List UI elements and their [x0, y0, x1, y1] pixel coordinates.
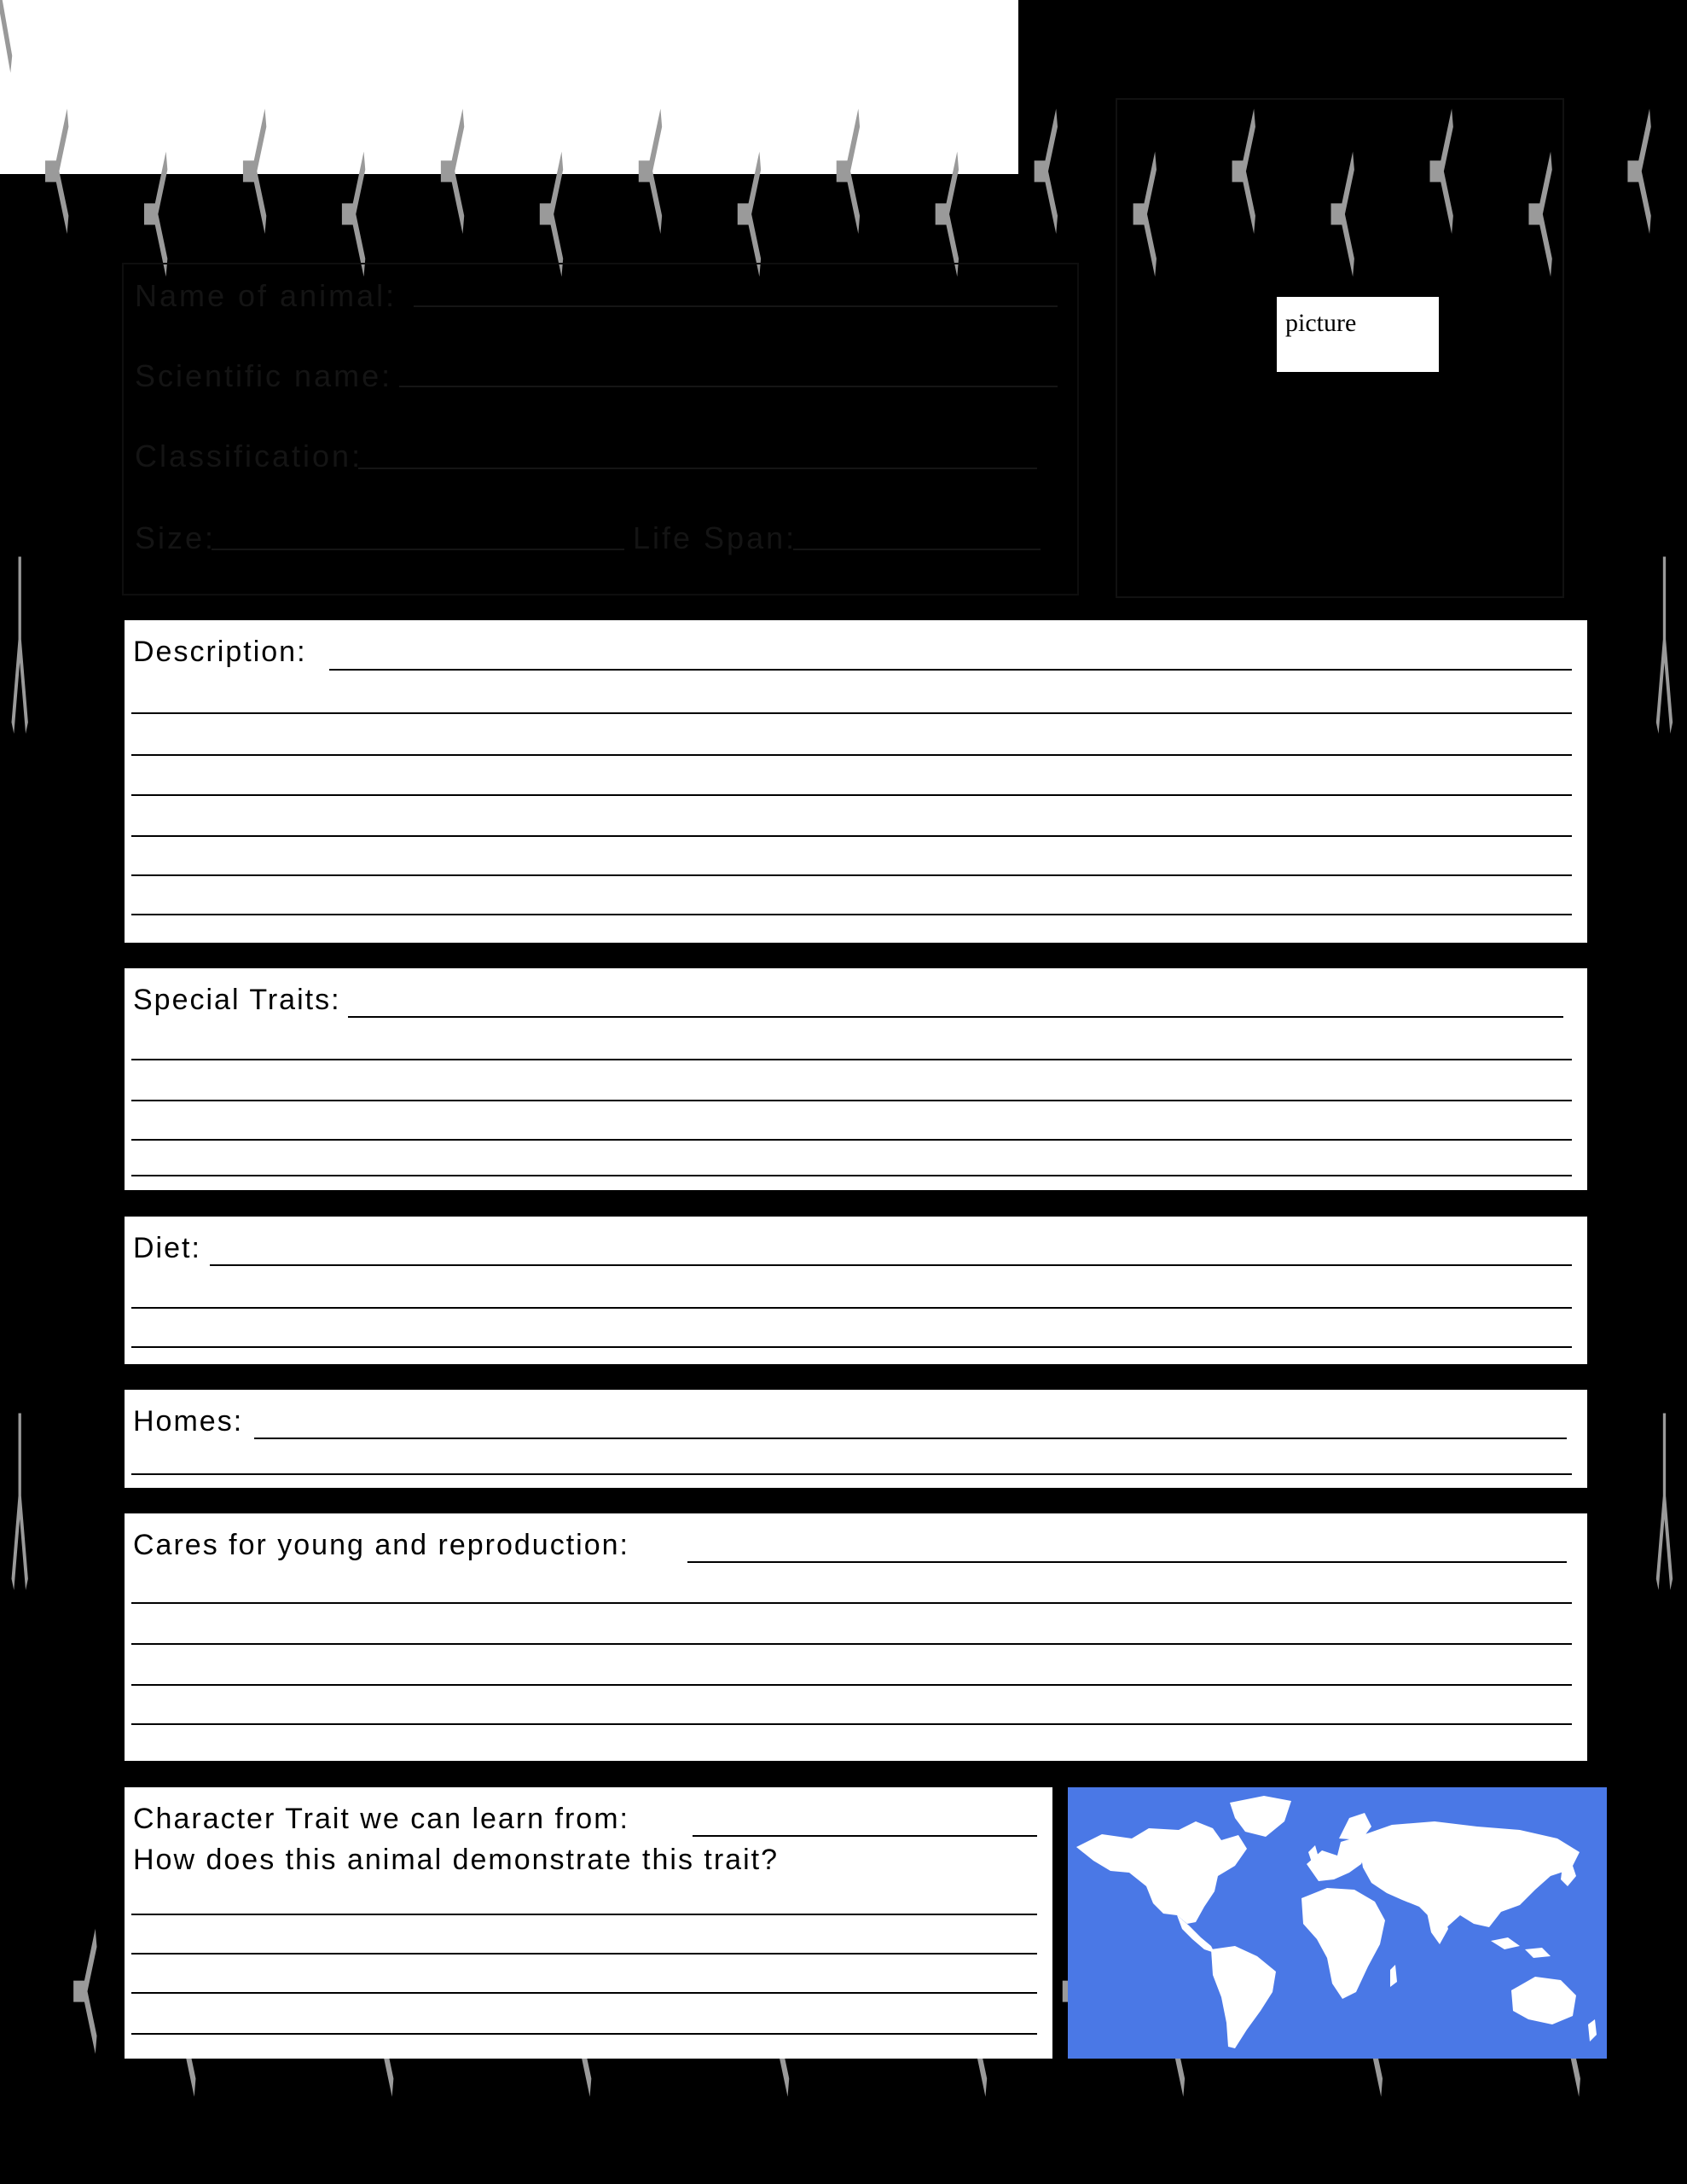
writing-line[interactable] [131, 835, 1572, 837]
life-span-field[interactable] [793, 549, 1041, 550]
description-section [125, 620, 1587, 943]
writing-line[interactable] [687, 1561, 1567, 1563]
scientific-name-label: Scientific name: [135, 358, 393, 393]
special-traits-section [125, 968, 1587, 1190]
size-field[interactable] [212, 549, 624, 550]
writing-line[interactable] [131, 1602, 1572, 1604]
writing-line[interactable] [693, 1835, 1037, 1837]
life-span-label: Life Span: [633, 520, 797, 555]
writing-line[interactable] [131, 1100, 1572, 1101]
name-of-animal-label: Name of animal: [135, 278, 397, 313]
writing-line[interactable] [210, 1264, 1572, 1266]
writing-line[interactable] [131, 1953, 1037, 1955]
writing-line[interactable] [131, 874, 1572, 876]
writing-line[interactable] [131, 712, 1572, 714]
writing-line[interactable] [254, 1438, 1567, 1439]
writing-line[interactable] [131, 1992, 1037, 1994]
cares-for-young-section [125, 1513, 1587, 1761]
world-map-icon [1068, 1787, 1607, 2059]
title-banner [0, 0, 1018, 174]
writing-line[interactable] [131, 1914, 1037, 1915]
writing-line[interactable] [131, 754, 1572, 756]
writing-line[interactable] [131, 1307, 1572, 1309]
writing-line[interactable] [348, 1016, 1563, 1018]
writing-line[interactable] [329, 669, 1572, 671]
diet-section [125, 1217, 1587, 1364]
page-title [0, 0, 1018, 174]
classification-field[interactable] [358, 468, 1037, 469]
homes-section [125, 1390, 1587, 1488]
character-question-label: How does this animal demonstrate this trait? [133, 1844, 786, 1877]
scientific-name-field[interactable] [399, 386, 1058, 387]
picture-placeholder: picture [1277, 297, 1439, 372]
writing-line[interactable] [131, 1139, 1572, 1141]
classification-label: Classification: [135, 439, 363, 473]
writing-line[interactable] [131, 794, 1572, 796]
special-traits-label: Special Traits: [133, 984, 348, 1017]
writing-line[interactable] [131, 1723, 1572, 1725]
writing-line[interactable] [131, 914, 1572, 915]
name-of-animal-field[interactable] [414, 305, 1058, 307]
homes-label: Homes: [133, 1405, 250, 1438]
writing-line[interactable] [131, 1059, 1572, 1060]
writing-line[interactable] [131, 1346, 1572, 1348]
world-map-box [1068, 1787, 1607, 2059]
writing-line[interactable] [131, 1684, 1572, 1686]
size-label: Size: [135, 520, 217, 555]
character-trait-section [125, 1787, 1052, 2059]
writing-line[interactable] [131, 1175, 1572, 1176]
writing-line[interactable] [131, 1643, 1572, 1645]
cares-for-young-label: Cares for young and reproduction: [133, 1529, 636, 1562]
writing-line[interactable] [131, 2033, 1037, 2035]
writing-line[interactable] [131, 1473, 1572, 1475]
diet-label: Diet: [133, 1232, 208, 1265]
character-trait-label: Character Trait we can learn from: [133, 1803, 636, 1836]
description-label: Description: [133, 636, 314, 669]
